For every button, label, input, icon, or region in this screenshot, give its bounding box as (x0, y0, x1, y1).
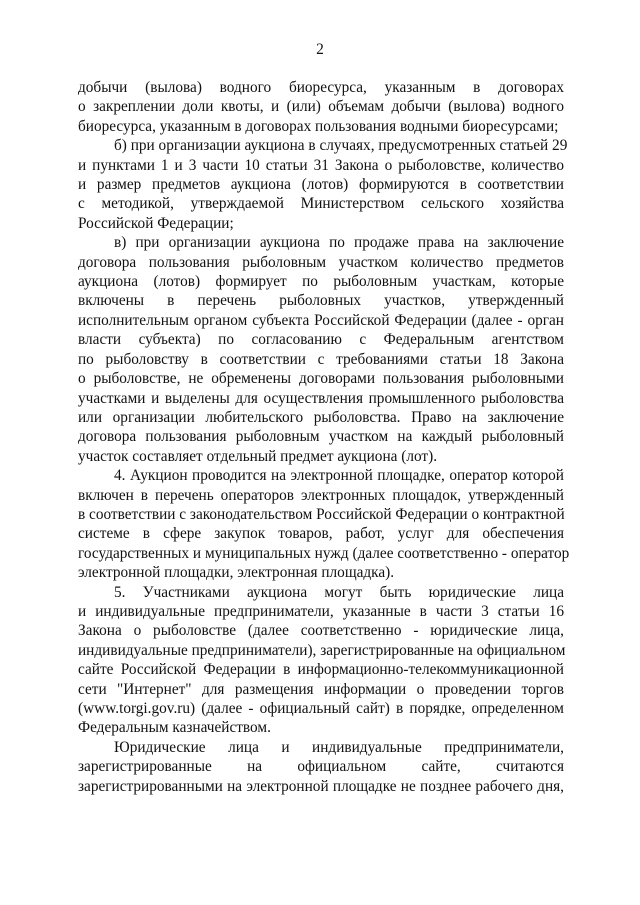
text-line: или организации любительского рыболовства. Право на заключение (78, 408, 564, 426)
document-body (78, 78, 570, 796)
text-line: (www.torgi.gov.ru) (далее - официальный сайт) в порядке, определенном (78, 700, 564, 717)
text-line: с методикой, утверждаемой Министерством сельского хозяйства (78, 195, 564, 213)
paragraph-p5 (78, 583, 564, 738)
text-line: добычи (вылова) водного биоресурса, указанным в договорах (78, 79, 564, 96)
text-line: Федеральным казначейством. (78, 719, 271, 737)
text-line: Российской Федерации; (78, 214, 234, 232)
text-line: договора пользования рыболовным участком на каждый рыболовный (78, 428, 564, 446)
paragraph-p3 (78, 233, 564, 466)
text-line: сайте Российской Федерации в информационно-телекоммуникационной (78, 661, 564, 679)
text-line: 4. Аукцион проводится на электронной площадке, оператор которой (114, 467, 564, 485)
text-line: и индивидуальные предприниматели, указанные в части 3 статьи 16 (78, 602, 564, 620)
text-line: зарегистрированными на электронной площадке не позднее рабочего дня, (78, 777, 564, 795)
text-line: сети "Интернет" для размещения информации о проведении торгов (78, 680, 564, 698)
text-line: в соответствии с законодательством Российской Федерации о контрактной (78, 505, 565, 523)
text-line: участок составляет отдельный предмет аукциона (лот). (78, 447, 438, 465)
text-line: Юридические лица и индивидуальные предприниматели, (114, 738, 564, 756)
page-number: 2 (316, 41, 324, 58)
text-line: о рыболовстве, не обременены договорами пользования рыболовными (78, 370, 564, 388)
paragraph-p4 (78, 466, 570, 582)
text-line: индивидуальные предприниматели), зарегистрированные на официальном (78, 641, 566, 659)
text-line: государственных и муниципальных нужд (далее соответственно - оператор (78, 544, 570, 562)
text-line: аукциона (лотов) формирует по рыболовным участкам, которые (78, 273, 564, 291)
text-line: зарегистрированные на официальном сайте, считаются (78, 758, 564, 776)
text-line: включены в перечень рыболовных участков, утвержденный (78, 292, 564, 310)
paragraph-p1 (78, 78, 564, 136)
text-line: в) при организации аукциона по продаже права на заключение (114, 234, 564, 252)
paragraph-p2 (78, 136, 568, 233)
text-line: и размер предметов аукциона (лотов) формируются в соответствии (78, 176, 564, 194)
text-line: б) при организации аукциона в случаях, предусмотренных статьей 29 (114, 137, 568, 155)
text-line: системе в сфере закупок товаров, работ, услуг для обеспечения (78, 525, 564, 543)
text-line: по рыболовству в соответствии с требованиями статьи 18 Закона (78, 350, 564, 368)
text-line: 5. Участниками аукциона могут быть юридические лица (114, 583, 564, 601)
text-line: участками и выделены для осуществления промышленного рыболовства (78, 389, 564, 407)
text-line: о закреплении доли квоты, и (или) объемам добычи (вылова) водного (78, 98, 564, 116)
text-line: Закона о рыболовстве (далее соответственно - юридические лица, (78, 622, 564, 640)
text-line: договора пользования рыболовным участком количество предметов (78, 253, 564, 271)
text-line: исполнительным органом субъекта Российской Федерации (далее - орган (78, 311, 564, 329)
text-line: власти субъекта) по согласованию с Федеральным агентством (78, 331, 564, 349)
paragraph-p6 (78, 738, 564, 796)
text-line: электронной площадки, электронная площадка). (78, 564, 395, 582)
text-line: включен в перечень операторов электронных площадок, утвержденный (78, 486, 564, 504)
text-line: биоресурса, указанным в договорах пользования водными биоресурсами; (78, 117, 559, 135)
text-line: и пунктами 1 и 3 части 10 статьи 31 Закона о рыболовстве, количество (78, 156, 564, 174)
